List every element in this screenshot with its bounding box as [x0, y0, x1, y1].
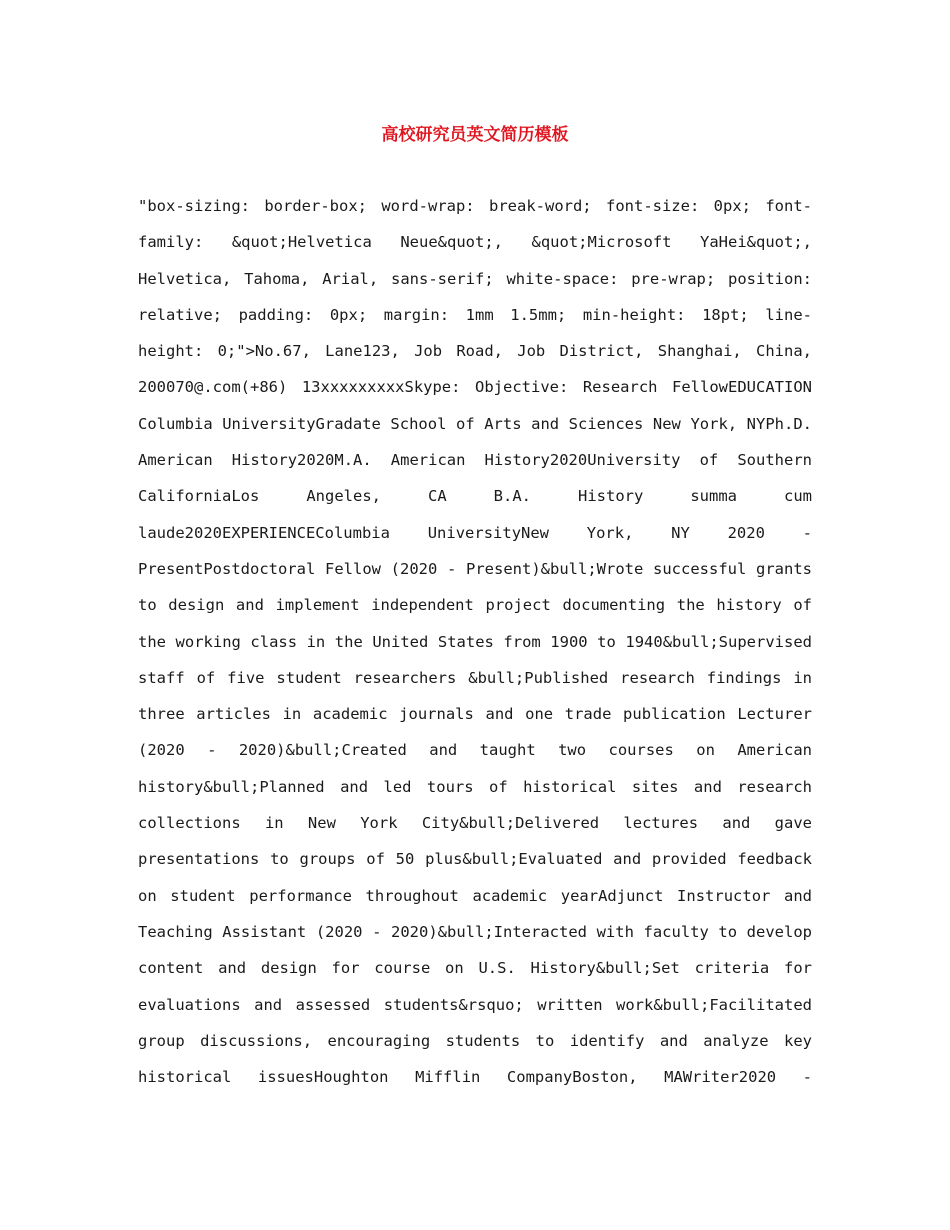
body-line: to design and implement independent project documenting the history of	[138, 596, 812, 615]
document-title: 高校研究员英文简历模板	[381, 125, 569, 145]
body-line: staff of five student researchers &bull;Published research findings in	[138, 668, 812, 687]
body-line: CaliforniaLos Angeles, CA B.A. History summa cum	[138, 487, 812, 506]
body-line: content and design for course on U.S. History&bull;Set criteria for	[138, 959, 812, 978]
body-line: evaluations and assessed students&rsquo; written work&bull;Facilitated	[138, 995, 812, 1014]
body-line: "box-sizing: border-box; word-wrap: break-word; font-size: 0px; font-	[138, 197, 812, 215]
body-line: Columbia UniversityGradate School of Arts and Sciences New York, NYPh.D.	[138, 414, 812, 433]
body-line: laude2020EXPERIENCEColumbia UniversityNew York, NY 2020 -	[138, 523, 812, 542]
document-body	[138, 188, 812, 1095]
body-line: height: 0;">No.67, Lane123, Job Road, Job District, Shanghai, China,	[138, 342, 812, 361]
body-line: (2020 - 2020)&bull;Created and taught two courses on American	[138, 741, 812, 760]
body-line: the working class in the United States from 1900 to 1940&bull;Supervised	[138, 632, 812, 651]
body-line: 200070@.com(+86) 13xxxxxxxxxSkype: Objective: Research FellowEDUCATION	[138, 378, 812, 397]
body-line: group discussions, encouraging students to identify and analyze key	[138, 1031, 812, 1050]
body-line: American History2020M.A. American History2020University of Southern	[138, 451, 812, 470]
body-line: Helvetica, Tahoma, Arial, sans-serif; white-space: pre-wrap; position:	[138, 269, 812, 288]
body-line: Teaching Assistant (2020 - 2020)&bull;Interacted with faculty to develop	[138, 922, 812, 941]
body-line: family: &quot;Helvetica Neue&quot;, &quot;Microsoft YaHei&quot;,	[138, 233, 812, 252]
body-line: history&bull;Planned and led tours of historical sites and research	[138, 777, 812, 796]
body-line: presentations to groups of 50 plus&bull;Evaluated and provided feedback	[138, 850, 812, 869]
body-line: PresentPostdoctoral Fellow (2020 - Present)&bull;Wrote successful grants	[138, 559, 812, 578]
body-line: on student performance throughout academic yearAdjunct Instructor and	[138, 886, 812, 905]
body-line: relative; padding: 0px; margin: 1mm 1.5mm; min-height: 18pt; line-	[138, 305, 812, 324]
body-line: collections in New York City&bull;Delivered lectures and gave	[138, 814, 812, 833]
body-line: historical issuesHoughton Mifflin CompanyBoston, MAWriter2020 -	[138, 1068, 812, 1087]
body-line: three articles in academic journals and one trade publication Lecturer	[138, 705, 812, 724]
